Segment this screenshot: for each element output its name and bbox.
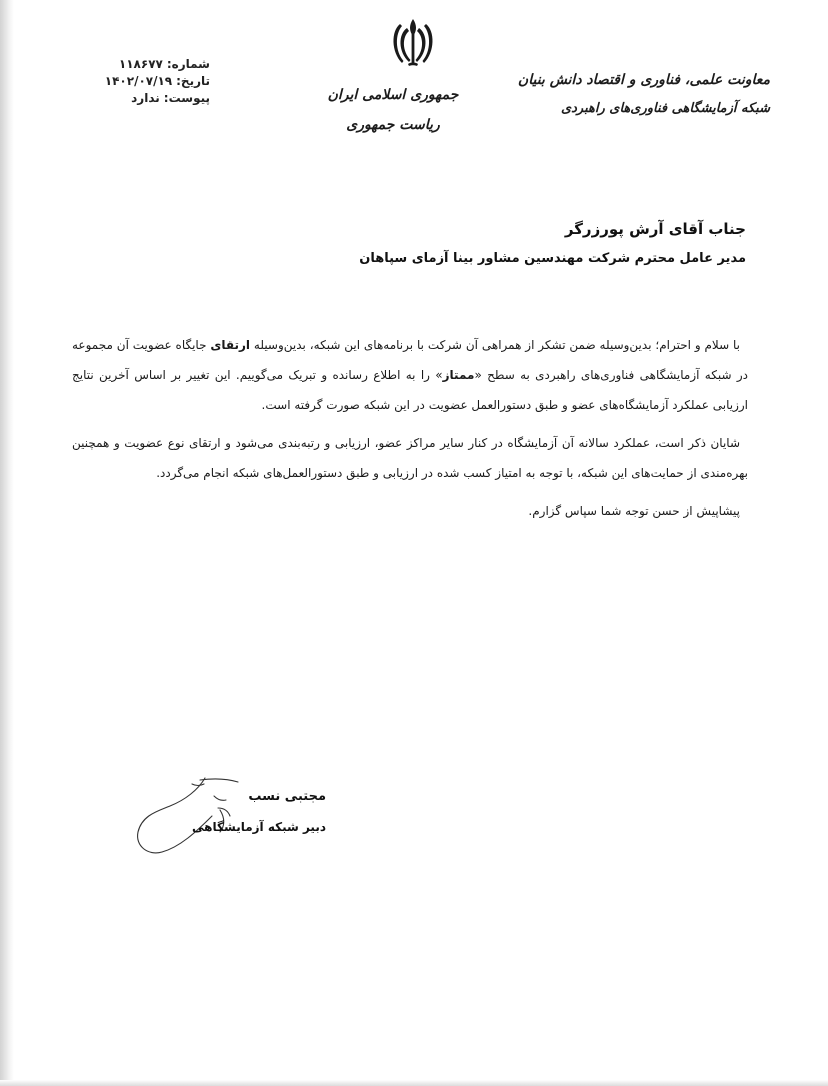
letter-number: [70, 56, 210, 73]
organization-heading: [517, 66, 770, 124]
p1-level-word: ممتاز: [442, 368, 475, 382]
recipient-name: جناب آقای آرش پورزرگر: [564, 220, 746, 238]
letter-date-label: تاریخ:: [176, 74, 210, 88]
body-paragraph-2: شایان ذکر است، عملکرد سالانه آن آزمایشگاه در کنار سایر مراکز عضو، ارزیابی و رتبه‌بندی می‌شود و ارتقای نوع عضویت و همچنین بهره‌مندی از حمایت‌های این شبکه، با توجه به امتیاز کسب شده در ارزیابی و طبق دستورالعمل‌های شبکه انجام می‌گردد.: [72, 436, 748, 480]
page-bottom-shadow: [0, 1080, 828, 1086]
network-name: شبکه آزمایشگاهی فناوری‌های راهبردی: [560, 101, 770, 116]
page-left-shadow: [0, 0, 14, 1086]
body-paragraph-1: [72, 330, 748, 420]
country-name: جمهوری اسلامی ایران: [327, 87, 459, 103]
letter-attachment-label: پیوست:: [163, 91, 210, 105]
letter-number-value: ۱۱۸۶۷۷: [118, 57, 163, 71]
letter-meta: [70, 56, 210, 107]
recipient-title: مدیر عامل محترم شرکت مهندسین مشاور بینا آزمای سپاهان: [359, 251, 746, 266]
p1-part-e: » را به اطلاع رسانده و تبریک می‌گوییم. این تغییر بر اساس آخرین نتایج ارزیابی عملکرد آزمایشگاه‌های عضو و طبق دستورالعمل عضویت در این شبکه صورت گرفته است.: [72, 368, 748, 412]
p1-part-c: جایگاه عضویت آن مجموعه در شبکه آزمایشگاهی فناوری‌های راهبردی به سطح «: [72, 338, 749, 382]
body-paragraph-3: پیشاپیش از حسن توجه شما سپاس گزارم.: [528, 504, 740, 518]
letter-attachment-value: ندارد: [131, 91, 160, 105]
country-heading: [318, 80, 468, 140]
iran-emblem-icon: [388, 16, 438, 68]
letter-date-value: ۱۴۰۲/۰۷/۱۹: [104, 74, 173, 88]
letter-body: [72, 330, 748, 534]
vice-presidency-name: معاونت علمی، فناوری و اقتصاد دانش بنیان: [517, 72, 770, 88]
p1-upgrade-word: ارتقای: [210, 338, 251, 352]
p1-part-a: با سلام و احترام؛ بدین‌وسیله ضمن تشکر از همراهی آن شرکت با برنامه‌های این شبکه، بدین‌وسیله: [250, 338, 740, 352]
letter-number-label: شماره:: [166, 57, 210, 71]
signer-title: دبیر شبکه آزمایشگاهی: [192, 820, 326, 834]
signer-name: مجتبی نسب: [248, 789, 326, 804]
signer-block: [192, 786, 326, 838]
letter-attachment: [70, 90, 210, 107]
recipient-block: [330, 218, 746, 270]
presidency-name: ریاست جمهوری: [346, 117, 440, 133]
letter-date: [70, 73, 210, 90]
